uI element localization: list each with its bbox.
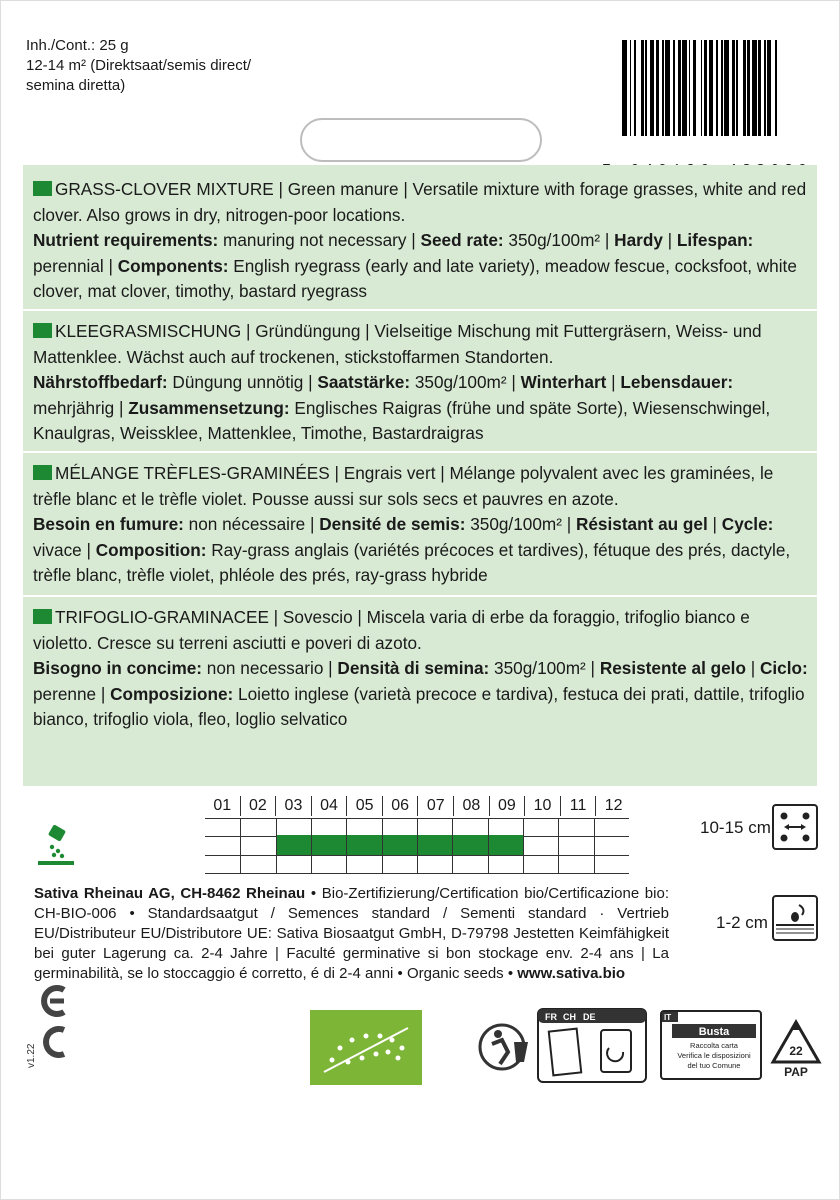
lifespan-value: vivace <box>33 539 82 560</box>
busta-label <box>662 1012 760 1078</box>
grid-line <box>240 818 241 874</box>
seed-rate-value: 350g/100m² | <box>489 658 600 679</box>
french-section: MÉLANGE TRÈFLES-GRAMINÉES | Engrais vert | Mélange polyvalent avec les graminées, le trèfle blanc et le trèfle violet. Pousse aussi sur sols secs et pauvres en azote. Besoin en fumure: non nécessaire | Densité de semis: 350g/100m² | Résistant au gel | Cycle: vivace | Composition: Ray-grass anglais (variétés précoces et tardives), fétuque des prés, dactyle, trèfle blanc, trèfle violet, phléole des prés, ray-grass hybride <box>33 463 791 586</box>
seed-rate-value: 350g/100m² | <box>410 372 521 393</box>
seed-rate-label: Densité de semis: <box>319 514 466 535</box>
grid-line <box>382 818 383 874</box>
website-link[interactable]: www.sativa.bio <box>517 965 626 982</box>
busta-line: Raccolta carta <box>690 1041 738 1050</box>
month-label: 03 <box>276 796 312 816</box>
grid-line <box>523 818 524 874</box>
hardy-label: Resistente al gelo <box>599 658 746 679</box>
sowing-period-bar <box>276 835 523 855</box>
pap-recycling-icon <box>767 1018 825 1078</box>
busta-line: del tuo Comune <box>687 1061 741 1070</box>
month-label: 09 <box>490 796 526 816</box>
lifespan-value: perenne | <box>33 683 111 704</box>
grid-line <box>311 818 312 874</box>
section-intro: | Sovescio | Miscela varia di erbe da foraggio, trifoglio bianco e violetto. Cresce su terreni asciutti e poveri di azoto. <box>33 607 750 653</box>
lifespan-label: Cycle: <box>721 514 774 535</box>
green-square-icon <box>33 323 52 338</box>
sowing-depth-icon <box>772 895 818 941</box>
grid-line <box>417 818 418 874</box>
nutrient-label: Nutrient requirements: <box>33 230 219 251</box>
seed-rate-label: Seed rate: <box>420 230 504 251</box>
lifespan-value: perennial <box>33 255 104 276</box>
grid-line <box>594 818 595 874</box>
seed-rate-label: Densità di semina: <box>337 658 490 679</box>
pap-number: 22 <box>789 1044 803 1058</box>
green-square-icon <box>33 181 52 196</box>
green-square-icon <box>33 609 52 624</box>
section-title: GRASS-CLOVER MIXTURE <box>55 179 274 199</box>
grid-line <box>276 818 277 874</box>
hang-hole <box>300 118 542 162</box>
nutrient-value: non nécessaire | <box>183 514 320 535</box>
nutrient-value: non necessario | <box>202 658 338 679</box>
month-label: 10 <box>525 796 561 816</box>
month-label: 04 <box>312 796 348 816</box>
version-label: v1.22 <box>26 1043 37 1068</box>
barcode-bars <box>622 40 820 136</box>
country-fr: FR <box>545 1012 557 1022</box>
section-divider <box>23 595 817 597</box>
components-label: Zusammensetzung: <box>128 397 290 418</box>
green-square-icon <box>33 465 52 480</box>
section-title: TRIFOGLIO-GRAMINACEE <box>55 607 269 627</box>
components-label: Composition: <box>95 539 207 560</box>
producer-name: Sativa Rheinau AG, CH-8462 Rheinau <box>34 885 306 902</box>
month-label: 05 <box>347 796 383 816</box>
section-intro: | Gründüngung | Vielseitige Mischung mit Futtergräsern, Weiss- und Mattenklee. Wächst auch auf trockenen, stickstoffarmen Standorten. <box>33 321 762 367</box>
pap-label: PAP <box>784 1065 808 1078</box>
lifespan-label: Ciclo: <box>759 658 808 679</box>
grid-line <box>558 818 559 874</box>
country-de: DE <box>583 1012 596 1022</box>
nutrient-value: Düngung unnötig | <box>167 372 318 393</box>
hardy-label: Hardy <box>614 230 663 251</box>
section-divider <box>23 309 817 311</box>
sowing-calendar-grid <box>205 818 629 874</box>
busta-title: Busta <box>698 1026 730 1038</box>
contents-line: semina diretta) <box>26 77 126 94</box>
producer-info <box>34 884 669 984</box>
month-label: 02 <box>241 796 277 816</box>
contents-line: 12-14 m² (Direktsaat/semis direct/ <box>26 57 252 74</box>
nutrient-value: manuring not necessary | <box>218 230 421 251</box>
country-ch: CH <box>563 1012 576 1022</box>
section-intro: | Engrais vert | Mélange polyvalent avec les graminées, le trèfle blanc et le trèfle violet. Pousse aussi sur sols secs et pauvres en azote. <box>33 463 774 509</box>
month-label: 11 <box>561 796 597 816</box>
grid-line <box>452 818 453 874</box>
description-panel <box>23 165 817 786</box>
plant-spacing-icon <box>772 804 818 850</box>
sowing-seed-icon <box>36 825 76 867</box>
spacing-label: 10-15 cm <box>700 818 771 837</box>
contents-line: Inh./Cont.: 25 g <box>26 37 129 54</box>
month-label: 06 <box>383 796 419 816</box>
recycle-person-icon <box>478 1020 538 1074</box>
grid-line <box>346 818 347 874</box>
english-section: GRASS-CLOVER MIXTURE | Green manure | Versatile mixture with forage grasses, white and red clover. Also grows in dry, nitrogen-poor locations. Nutrient requirements: manuring not necessary | Seed rate: 350g/100m² | Hardy | Lifespan: perennial | Components: English ryegrass (early and late variety), meadow fescue, cocksfoot, white clover, mat clover, timothy, bastard ryegrass <box>33 179 807 302</box>
components-value: English ryegrass (early and late variety), meadow fescue, cocksfoot, white clover, mat clover, timothy, bastard ryegrass <box>33 255 797 302</box>
lifespan-label: Lebensdauer: <box>620 372 734 393</box>
seed-rate-value: 350g/100m² | <box>465 514 576 535</box>
contents-info <box>26 36 251 96</box>
components-value: Englisches Raigras (frühe und späte Sorte), Wiesenschwingel, Knaulgras, Weissklee, Mattenklee, Timothe, Bastardraigras <box>33 397 771 444</box>
components-label: Composizione: <box>110 683 234 704</box>
ce-mark-icon <box>34 982 74 1062</box>
grid-line <box>488 818 489 874</box>
hardy-label: Résistant au gel <box>575 514 708 535</box>
month-label: 12 <box>604 797 623 814</box>
lifespan-label: Lifespan: <box>676 230 754 251</box>
components-value: Loietto inglese (varietà precoce e tardiva), festuca dei prati, dattile, trifoglio bianco, trifoglio viola, fleo, loglio selvatico <box>33 683 805 730</box>
components-label: Components: <box>117 255 229 276</box>
barcode-bar <box>775 40 777 136</box>
section-title: KLEEGRASMISCHUNG <box>55 321 242 341</box>
it-label: IT <box>664 1013 672 1022</box>
producer-text: • Bio-Zertifizierung/Certification bio/Certificazione bio: CH-BIO-006 • Standardsaatgut / Semences standard / Sementi standard · Vertrieb EU/Distributeur EU/Distributore UE: Sativa Biosaatgut GmbH, D-79798 Jestetten Keimfähigkeit bei guter Lagerung ca. 2-4 Jahre | Faculté germinative si bon stockage env. 2-4 ans | La germinabilità, se lo stoccaggio é corretto, é di 2-4 anni • Organic seeds • <box>34 885 669 982</box>
nutrient-label: Nährstoffbedarf: <box>33 372 168 393</box>
hardy-label: Winterhart <box>520 372 607 393</box>
depth-label: 1-2 cm <box>716 913 768 932</box>
calendar-months <box>205 796 631 816</box>
components-value: Ray-grass anglais (variétés précoces et tardives), fétuque des prés, dactyle, trèfle blanc, trèfle violet, phléole des prés, ray-grass hybride <box>33 539 791 586</box>
italian-section: TRIFOGLIO-GRAMINACEE | Sovescio | Miscela varia di erbe da foraggio, trifoglio bianco e violetto. Cresce su terreni asciutti e poveri di azoto. Bisogno in concime: non necessario | Densità di semina: 350g/100m² | Resistente al gelo | Ciclo: perenne | Composizione: Loietto inglese (varietà precoce e tardiva), festuca dei prati, dattile, trifoglio bianco, trifoglio viola, fleo, loglio selvatico <box>33 607 808 730</box>
month-label: 01 <box>205 796 241 816</box>
barcode <box>622 40 820 160</box>
section-intro: | Green manure | Versatile mixture with forage grasses, white and red clover. Also grows in dry, nitrogen-poor locations. <box>33 179 807 225</box>
german-section: KLEEGRASMISCHUNG | Gründüngung | Vielseitige Mischung mit Futtergräsern, Weiss- und Mattenklee. Wächst auch auf trockenen, stickstoffarmen Standorten. Nährstoffbedarf: Düngung unnötig | Saatstärke: 350g/100m² | Winterhart | Lebensdauer: mehrjährig | Zusammensetzung: Englisches Raigras (frühe und späte Sorte), Wiesenschwingel, Knaulgras, Weissklee, Mattenklee, Timothe, Bastardraigras <box>33 321 771 444</box>
section-divider <box>23 451 817 453</box>
italian-disposal-box <box>660 1010 762 1080</box>
nutrient-label: Bisogno in concime: <box>33 658 203 679</box>
seed-rate-label: Saatstärke: <box>317 372 411 393</box>
nutrient-label: Besoin en fumure: <box>33 514 184 535</box>
eu-organic-leaf-icon <box>310 1010 422 1085</box>
lifespan-value: mehrjährig <box>33 397 115 418</box>
seed-rate-value: 350g/100m² | <box>503 230 615 251</box>
busta-line: Verifica le disposizioni <box>677 1051 751 1060</box>
sorting-info-icon <box>537 1008 647 1083</box>
month-label: 07 <box>418 796 454 816</box>
month-label: 08 <box>454 796 490 816</box>
section-title: MÉLANGE TRÈFLES-GRAMINÉES <box>55 463 330 483</box>
